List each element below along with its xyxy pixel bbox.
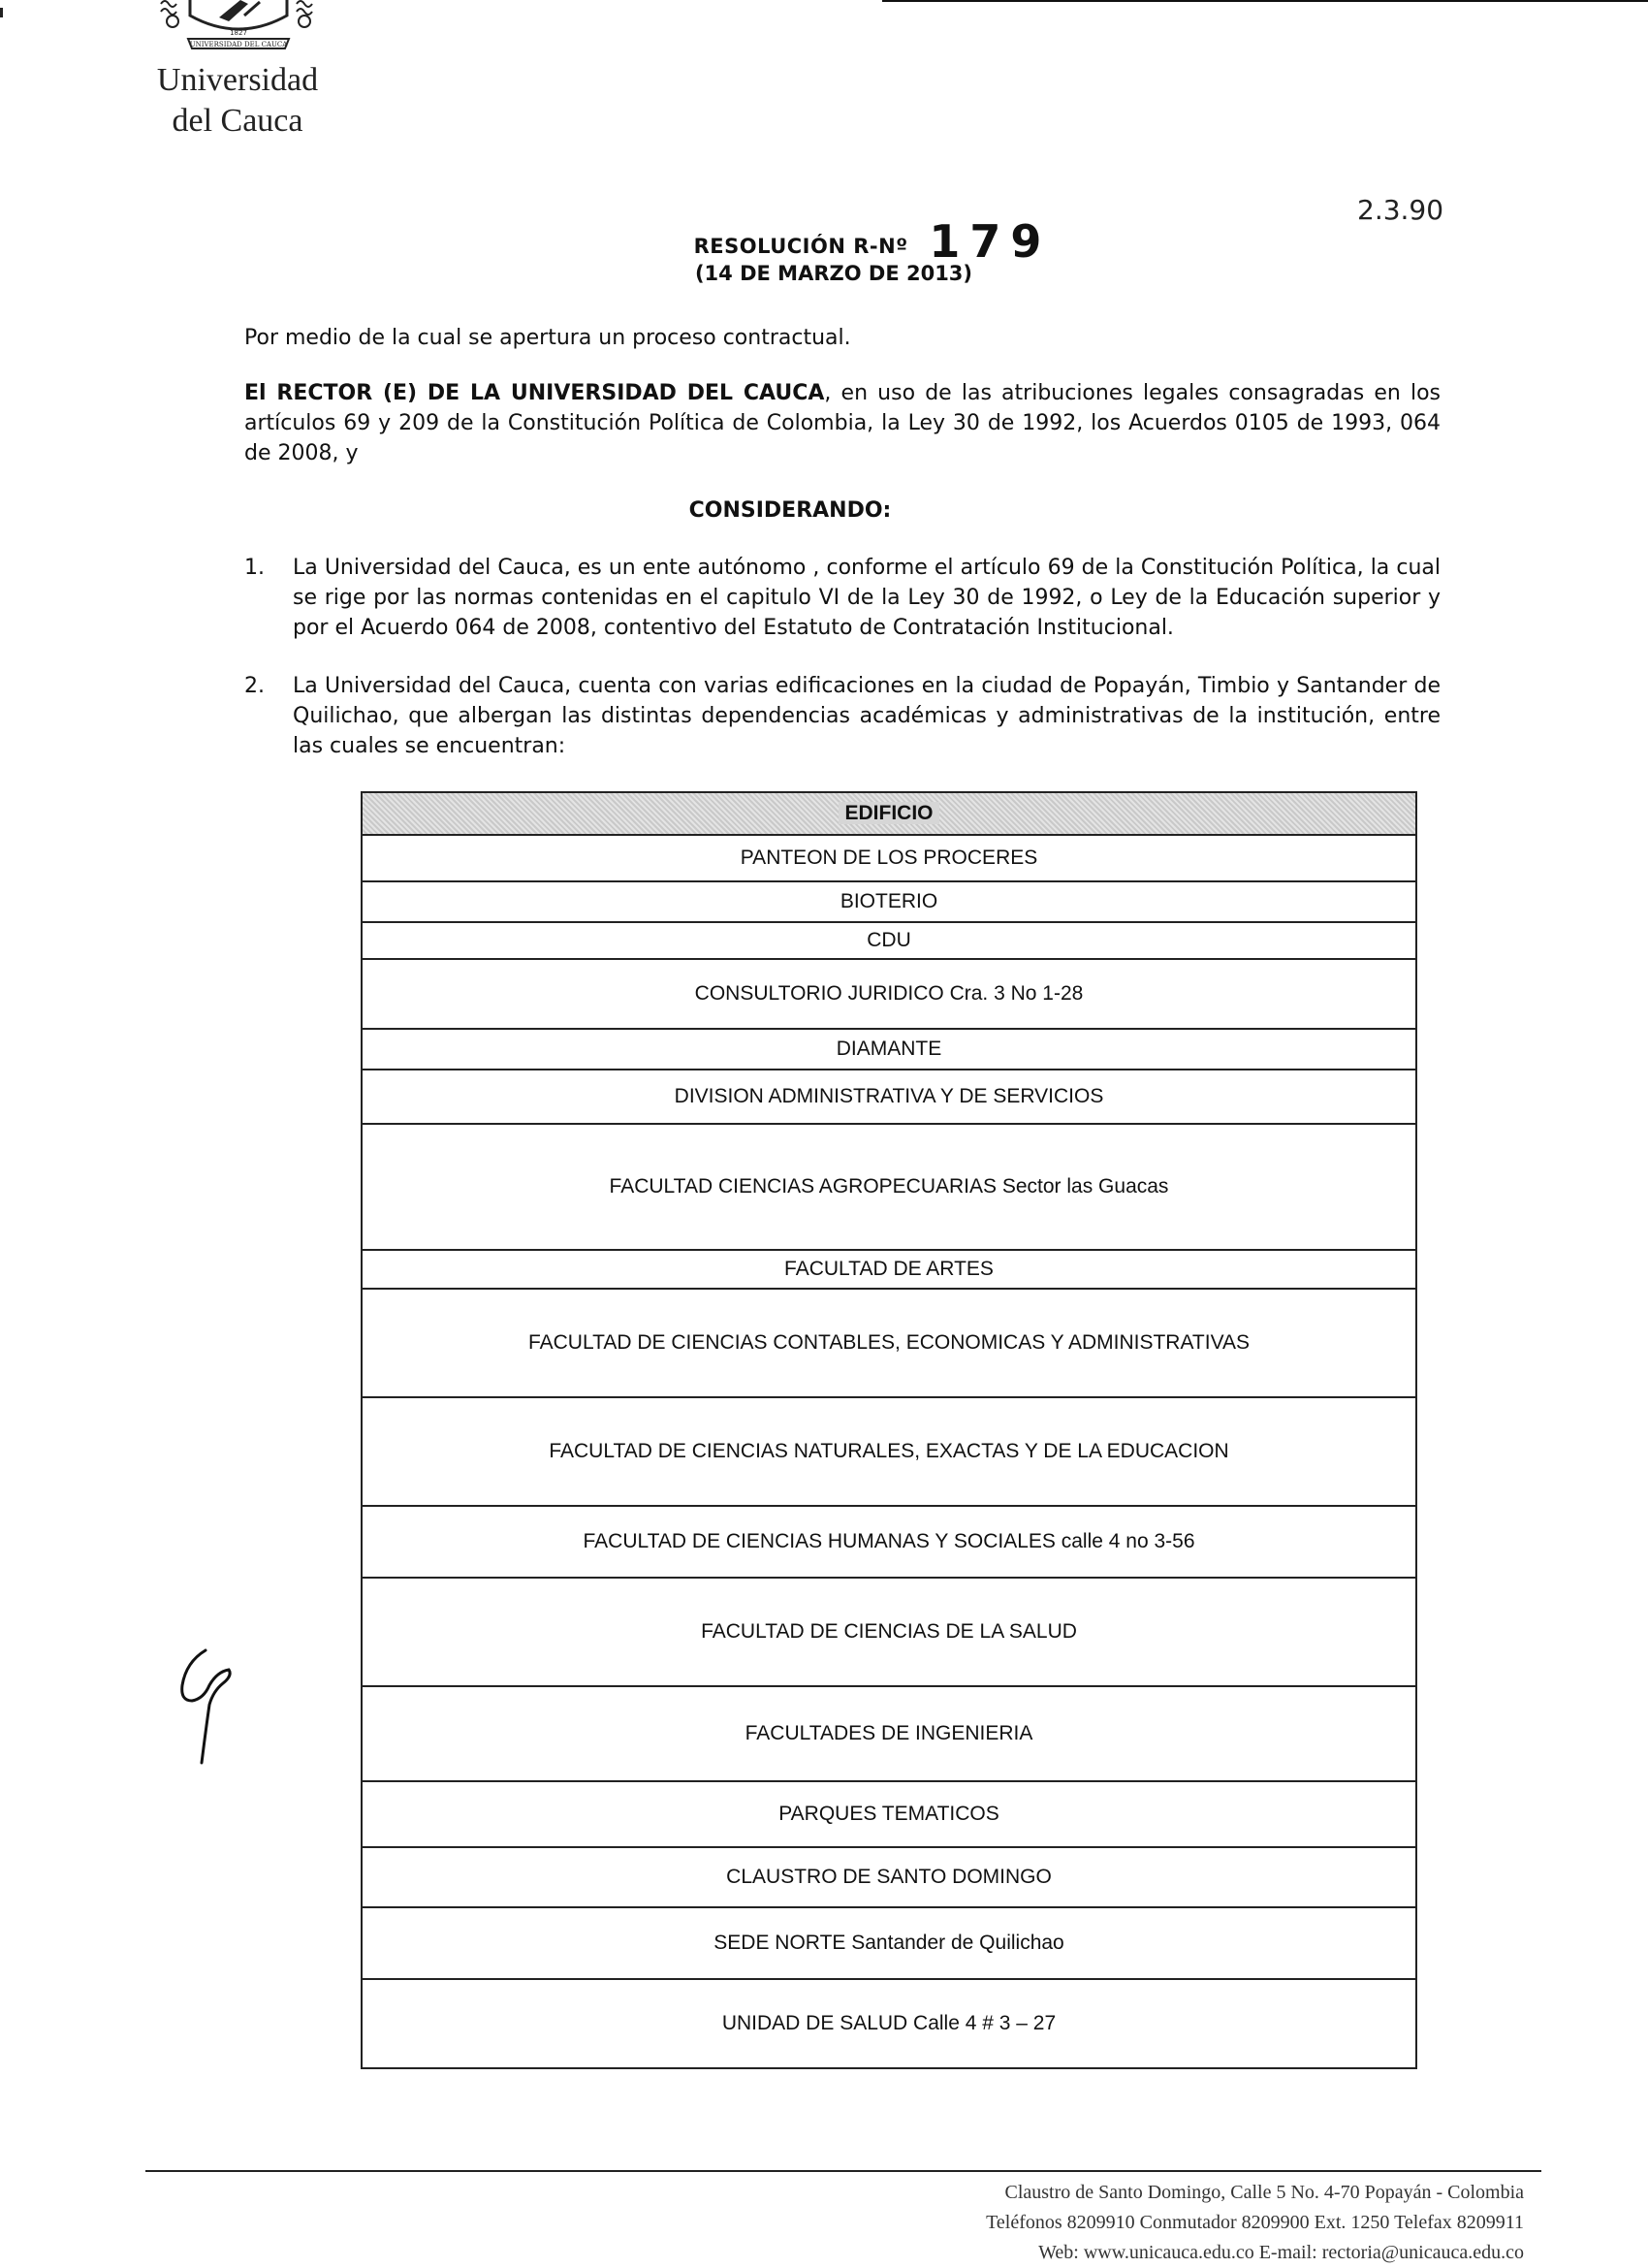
table-row [362, 1907, 1416, 1979]
table-cell: FACULTADES DE INGENIERIA [362, 1686, 1416, 1781]
table-row [362, 1070, 1416, 1124]
column-header-edificio: EDIFICIO [839, 802, 938, 824]
handwritten-initial-icon [173, 1643, 250, 1769]
table-cell: FACULTAD CIENCIAS AGROPECUARIAS Sector las Guacas [362, 1124, 1416, 1250]
resolution-title [582, 215, 1163, 285]
table-header-cell [362, 792, 1416, 835]
table-cell: FACULTAD DE CIENCIAS DE LA SALUD [362, 1578, 1416, 1686]
item-text: La Universidad del Cauca, es un ente autónomo , conforme el artículo 69 de la Constitución Política, la cual se rige por las normas contenidas en el capitulo VI de la Ley 30 de 1992, o Ley de la Educación superior y por el Acuerdo 064 de 2008, contentivo del Estatuto de Contratación Institucional. [293, 556, 1441, 640]
buildings-table [361, 791, 1417, 2069]
table-cell: FACULTAD DE CIENCIAS HUMANAS Y SOCIALES calle 4 no 3-56 [362, 1506, 1416, 1578]
table-cell: UNIDAD DE SALUD Calle 4 # 3 – 27 [362, 1979, 1416, 2068]
footer-web: Web: www.unicauca.edu.co E-mail: rectoria@unicauca.edu.co [1038, 2242, 1524, 2263]
footer-address: Claustro de Santo Domingo, Calle 5 No. 4-70 Popayán - Colombia [1004, 2182, 1524, 2203]
table-row [362, 1250, 1416, 1289]
institution-name-line1: Universidad [156, 62, 319, 98]
svg-text:UNIVERSIDAD DEL CAUCA: UNIVERSIDAD DEL CAUCA [189, 41, 288, 48]
table-cell: DIAMANTE [362, 1029, 1416, 1070]
resolution-number: 179 [929, 215, 1052, 268]
table-row [362, 959, 1416, 1029]
table-row [362, 1781, 1416, 1847]
table-cell: PARQUES TEMATICOS [362, 1781, 1416, 1847]
table-row [362, 835, 1416, 881]
table-row [362, 1029, 1416, 1070]
table-cell: DIVISION ADMINISTRATIVA Y DE SERVICIOS [362, 1070, 1416, 1124]
resolution-date: (14 DE MARZO DE 2013) [694, 262, 973, 285]
item-text: La Universidad del Cauca, cuenta con varias edificaciones en la ciudad de Popayán, Timbio y Santander de Quilichao, que albergan las distintas dependencias académicas y administrativas de la institución, entre las cuales se encuentran: [293, 674, 1441, 758]
item-number: 1. [244, 556, 265, 580]
table-row [362, 1979, 1416, 2068]
item-number: 2. [244, 674, 265, 698]
top-rule [882, 0, 1648, 2]
rector-paragraph [244, 378, 1441, 468]
table-row [362, 1578, 1416, 1686]
considerando-heading: CONSIDERANDO: [688, 498, 892, 523]
table-cell: FACULTAD DE CIENCIAS NATURALES, EXACTAS Y DE LA EDUCACION [362, 1397, 1416, 1506]
footer [795, 2178, 1524, 2268]
university-logo [136, 0, 339, 145]
rector-text: , en uso de las atribuciones legales consagradas en los artículos 69 y 209 de la Constitución Política de Colombia, la Ley 30 de 1992, los Acuerdos 0105 de 1993, 064 de 2008, y [244, 381, 1441, 465]
table-cell: CDU [362, 922, 1416, 959]
table-cell: FACULTAD DE ARTES [362, 1250, 1416, 1289]
table-cell: BIOTERIO [362, 881, 1416, 922]
table-cell: CONSULTORIO JURIDICO Cra. 3 No 1-28 [362, 959, 1416, 1029]
document-code: 2.3.90 [1357, 194, 1444, 226]
table-row [362, 922, 1416, 959]
rector-lead: El RECTOR (E) DE LA UNIVERSIDAD DEL CAUCA [244, 381, 825, 405]
institution-name-line2: del Cauca [172, 103, 303, 139]
resolution-label: RESOLUCIÓN R-Nº [693, 235, 908, 258]
footer-rule [145, 2170, 1541, 2172]
table-cell: FACULTAD DE CIENCIAS CONTABLES, ECONOMICAS Y ADMINISTRATIVAS [362, 1289, 1416, 1397]
footer-phones: Teléfonos 8209910 Conmutador 8209900 Ext. 1250 Telefax 8209911 [986, 2212, 1524, 2233]
table-cell: PANTEON DE LOS PROCERES [362, 835, 1416, 881]
table-cell: SEDE NORTE Santander de Quilichao [362, 1907, 1416, 1979]
table-row [362, 1124, 1416, 1250]
considerando-item [244, 553, 1441, 643]
svg-text:1827: 1827 [230, 29, 247, 37]
scan-mark [0, 8, 3, 17]
table-row [362, 1686, 1416, 1781]
table-row [362, 1289, 1416, 1397]
table-row [362, 881, 1416, 922]
university-seal-icon [151, 0, 326, 58]
table-row [362, 1397, 1416, 1506]
table-row [362, 1847, 1416, 1907]
considerando-item [244, 671, 1441, 761]
table-cell: CLAUSTRO DE SANTO DOMINGO [362, 1847, 1416, 1907]
institution-name [136, 60, 339, 142]
table-header-row [362, 792, 1416, 835]
table-row [362, 1506, 1416, 1578]
resolution-purpose: Por medio de la cual se apertura un proceso contractual. [244, 326, 851, 350]
